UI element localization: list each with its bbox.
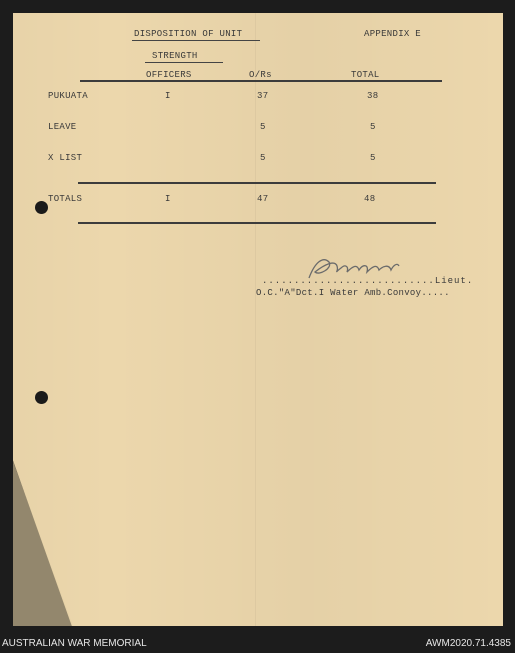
accession-reference: AWM2020.71.4385 [425, 638, 511, 649]
column-header-total: TOTAL [351, 70, 380, 80]
row-label: LEAVE [48, 122, 77, 132]
totals-officers: I [165, 194, 171, 204]
column-header-officers: OFFICERS [146, 70, 192, 80]
document-page [13, 13, 503, 626]
punch-hole-bottom [35, 391, 48, 404]
punch-hole-top [35, 201, 48, 214]
row-total: 5 [370, 122, 376, 132]
document-title: DISPOSITION OF UNIT [134, 29, 243, 39]
row-total: 38 [367, 91, 379, 101]
totals-label: TOTALS [48, 194, 83, 204]
strength-underline [145, 62, 223, 63]
column-header-ors: O/Rs [249, 70, 272, 80]
row-ors: 37 [257, 91, 269, 101]
strength-heading: STRENGTH [152, 51, 198, 61]
institution-credit: AUSTRALIAN WAR MEMORIAL [2, 638, 147, 649]
totals-ors: 47 [257, 194, 269, 204]
row-officers: I [165, 91, 171, 101]
header-rule [80, 80, 442, 82]
row-total: 5 [370, 153, 376, 163]
signature-line: ...........................Lieut. [262, 276, 474, 286]
appendix-label: APPENDIX E [364, 29, 422, 39]
row-ors: 5 [260, 122, 266, 132]
signature-title: O.C."A"Dct.I Water Amb.Convoy..... [256, 288, 450, 298]
row-ors: 5 [260, 153, 266, 163]
totals-total: 48 [364, 194, 376, 204]
title-underline [132, 40, 260, 41]
totals-top-rule [78, 182, 436, 184]
page-crease [255, 13, 256, 626]
totals-bottom-rule [78, 222, 436, 224]
row-label: X LIST [48, 153, 83, 163]
row-label: PUKUATA [48, 91, 88, 101]
